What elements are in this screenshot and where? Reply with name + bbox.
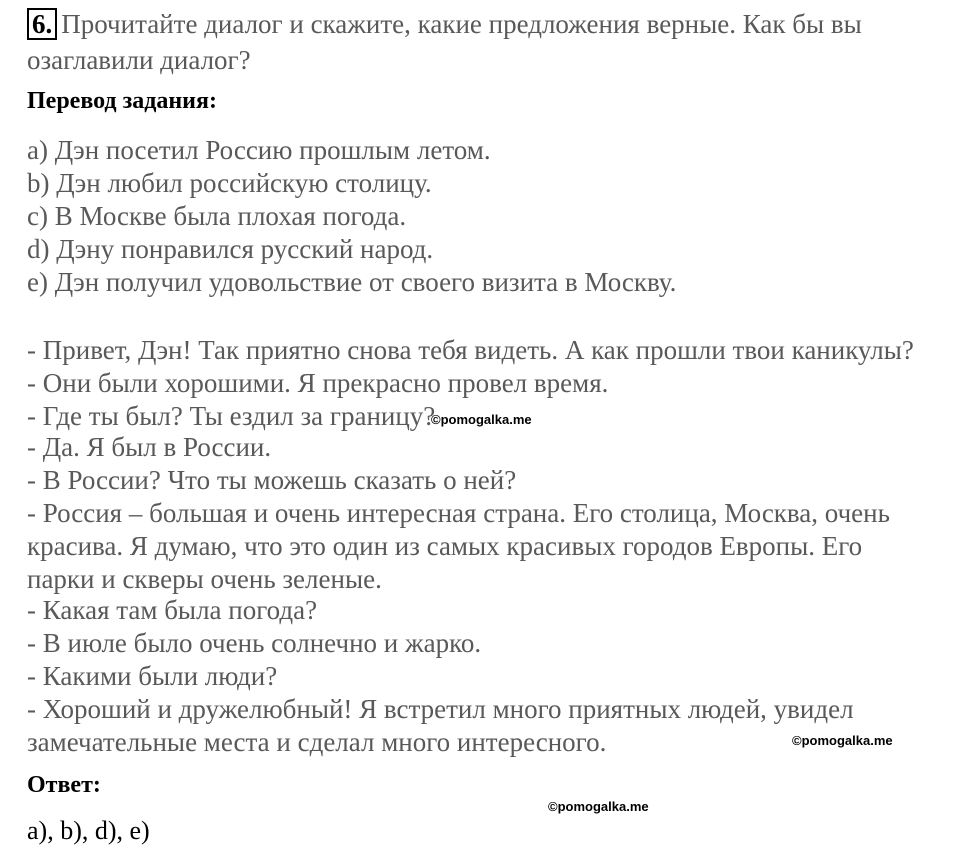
dialog-line: - Привет, Дэн! Так приятно снова тебя видеть. А как прошли твои каникулы? — [27, 335, 914, 365]
dialog-line: - Где ты был? Ты ездил за границу? — [27, 401, 436, 431]
statement-c: c) В Москве была плохая погода. — [27, 201, 407, 231]
task-instruction-line-1 — [27, 8, 862, 40]
dialog-line: - Да. Я был в России. — [27, 432, 272, 462]
dialog-line: - Россия – большая и очень интересная страна. Его столица, Москва, очень — [27, 498, 890, 528]
dialog-line: - В июле было очень солнечно и жарко. — [27, 628, 482, 658]
statement-a: a) Дэн посетил Россию прошлым летом. — [27, 135, 491, 165]
dialog-line: - Какими были люди? — [27, 661, 278, 691]
statement-b: b) Дэн любил российскую столицу. — [27, 168, 432, 198]
task-instruction-line-2: озаглавили диалог? — [27, 45, 251, 75]
dialog-line: замечательные места и сделал много интересного. — [27, 727, 607, 757]
translation-heading: Перевод задания: — [27, 88, 217, 114]
statement-d: d) Дэну понравился русский народ. — [27, 234, 434, 264]
answer-heading: Ответ: — [27, 772, 101, 798]
dialog-line: - Какая там была погода? — [27, 595, 318, 625]
task-number: 6. — [27, 8, 57, 40]
dialog-line: красива. Я думаю, что это один из самых красивых городов Европы. Его — [27, 531, 863, 561]
dialog-line: - Хороший и дружелюбный! Я встретил много приятных людей, увидел — [27, 694, 854, 724]
dialog-line: - В России? Что ты можешь сказать о ней? — [27, 465, 517, 495]
statement-e: e) Дэн получил удовольствие от своего визита в Москву. — [27, 267, 677, 297]
task-instruction-text: Прочитайте диалог и скажите, какие предложения верные. Как бы вы — [61, 9, 862, 39]
watermark: ©pomogalka.me — [431, 412, 532, 427]
watermark: ©pomogalka.me — [548, 799, 649, 814]
dialog-line: парки и скверы очень зеленые. — [27, 564, 382, 594]
dialog-line: - Они были хорошими. Я прекрасно провел время. — [27, 368, 609, 398]
watermark: ©pomogalka.me — [792, 733, 893, 748]
answer-text: a), b), d), e) — [27, 816, 150, 845]
